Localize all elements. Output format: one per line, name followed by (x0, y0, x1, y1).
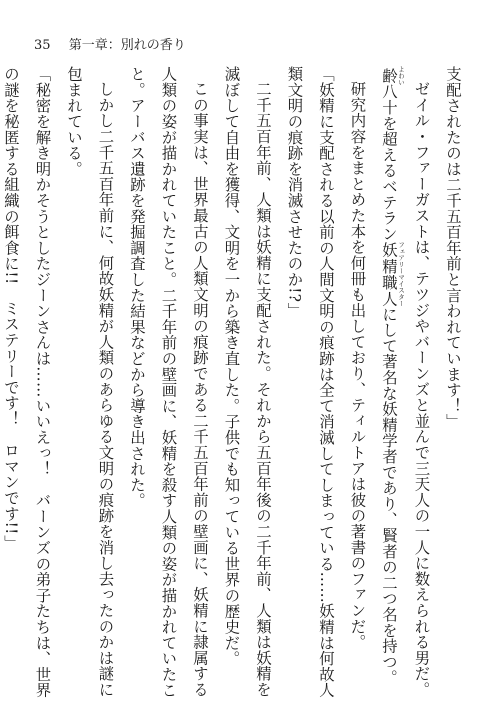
text-line: 滅ぼして自由を獲得、文明を一から築き直した。子供でも知っている世界の歴史だ。 (222, 66, 241, 667)
text-line: しかし二千五百年前に、何故妖精が人類のあらゆる文明の痕跡を消し去ったのかは謎に (96, 81, 115, 698)
text-line: 支配されたのは二千五百年前と言われています！」 (444, 66, 462, 430)
furigana: よわい (397, 66, 405, 86)
ruby-word: 齢 よわい (380, 66, 405, 86)
text-line: 人類の姿が描かれていたこと。二千年前の壁画に、妖精を殺す人類の姿が描かれていたこ (159, 66, 178, 698)
furigana: フェアリーマイスター (397, 241, 405, 307)
body-text (2, 66, 468, 698)
text-line: 類文明の痕跡を消滅させたのか!?」 (285, 66, 304, 319)
chapter-title: 第一章：別れの香り (68, 38, 186, 53)
text-line: 研究内容をまとめた本を何冊も出しており、ティルトアは彼の著書のファンだ。 (348, 81, 367, 651)
text-line: 包まれている。 (65, 66, 83, 177)
text-line: 齢 よわい八十を超えるベテラン妖精職人 フェアリーマイスターにして著名な妖精学者であり、賢者の二つ名を持つ。 (380, 66, 405, 686)
text-line: 「妖精に支配される以前の人間文明の痕跡は全て消滅してしまっている……妖精は何故人 (317, 66, 335, 698)
text-line: ゼイル・ファーガストは、テツジやバーンズと並んで三天人の一人に数えられる男だ。 (412, 81, 431, 698)
text-line: 二千五百年前、人類は妖精に支配された。それから五百年後の二千年前、人類は妖精を (254, 81, 272, 698)
text-line: この事実は、世界最古の人類文明の痕跡である二千五百年前の壁画に、妖精に隷属する (191, 81, 209, 698)
running-header (34, 34, 186, 53)
text-line: と。アーバス遺跡を発掘調査した結果などから導き出された。 (128, 66, 146, 509)
text-line: 「秘密を解き明かそうとしたジーンさんは……いいえっ！ バーンズの弟子たちは、世界 (33, 66, 52, 698)
text-line: の謎を秘匿する組織の餌食に!! ミステリーです！ ロマンです!!」 (2, 66, 20, 551)
ruby-word: 妖精職人 フェアリーマイスター (380, 241, 405, 307)
page-number: 35 (34, 38, 51, 53)
